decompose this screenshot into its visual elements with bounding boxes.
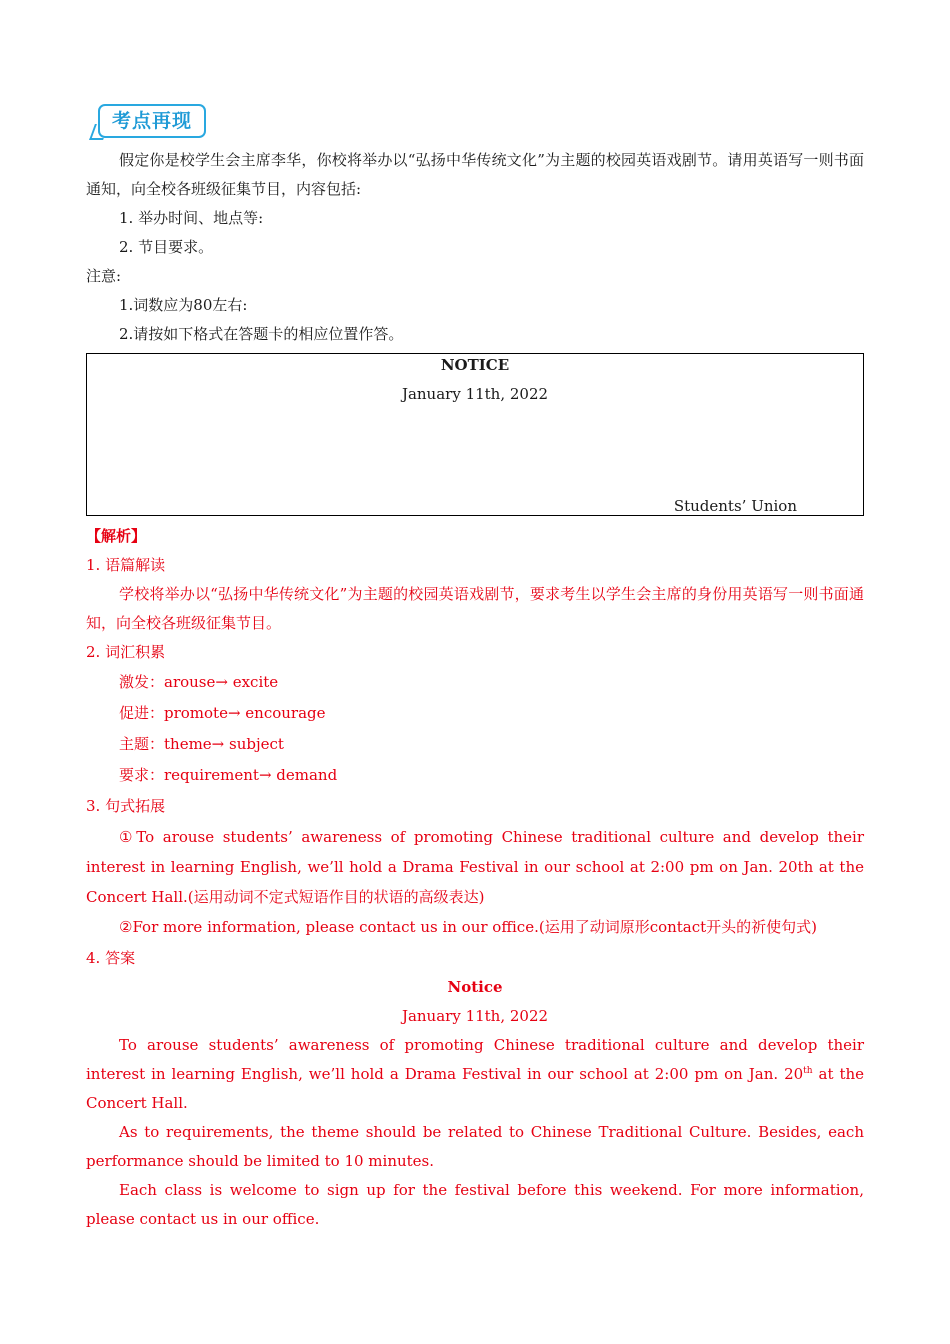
vocab-item: 促进：promote→ encourage — [119, 704, 326, 722]
vocab-item: 要求：requirement→ demand — [119, 766, 338, 784]
vocab-item: 激发：arouse→ excite — [119, 673, 279, 691]
answer-date: January 11th, 2022 — [401, 1007, 549, 1025]
task-point-1: 1. 举办时间、地点等: — [119, 209, 264, 227]
ordinal-suffix: th — [803, 1066, 813, 1076]
answer-paragraph-3: Each class is welcome to sign up for the festival before this weekend. For more information, please contact us in our office. — [86, 1181, 864, 1228]
sentence-2: ②For more information, please contact us in our office.(运用了动词原形contact开头的祈使句式) — [119, 918, 818, 936]
notice-date: January 11th, 2022 — [401, 385, 549, 403]
answer-paragraph-1 — [86, 1031, 864, 1118]
task-point-2: 2. 节目要求。 — [119, 238, 214, 256]
notice-signature: Students’ Union — [673, 497, 797, 515]
answer-paragraph-1-text: To arouse students’ awareness of promoting Chinese traditional culture and develop their interest in learning English, we’ll hold a Drama Festival in our school at 2:00 pm on Jan. 20 — [86, 1036, 864, 1083]
section-badge — [92, 102, 212, 142]
note-1: 1.词数应为80左右: — [119, 296, 248, 314]
answer-paragraph-1-end: at the Concert Hall. — [86, 1065, 865, 1112]
vocab-item: 主题：theme→ subject — [119, 735, 284, 753]
notice-answer-box — [86, 353, 864, 516]
section-2-title: 2. 词汇积累 — [86, 643, 166, 661]
note-label: 注意: — [86, 267, 122, 285]
sentence-1: ①To arouse students’ awareness of promoting Chinese traditional culture and develop their interest in learning English, we’ll hold a Drama Festival in our school at 2:00 pm on Jan. 20th at the Concert Hall.(运用动词不定式短语作目的状语的高级表达) — [86, 828, 864, 906]
document-page — [86, 102, 864, 1234]
section-4-title: 4. 答案 — [86, 949, 136, 967]
answer-title: Notice — [447, 978, 503, 996]
notice-title: NOTICE — [440, 356, 510, 374]
note-2: 2.请按如下格式在答题卡的相应位置作答。 — [119, 325, 404, 343]
section-1-text: 学校将举办以“弘扬中华传统文化”为主题的校园英语戏剧节，要求考生以学生会主席的身份用英语写一则书面通知，向全校各班级征集节目。 — [86, 585, 864, 632]
analysis-heading: 【解析】 — [86, 527, 147, 545]
badge-label: 考点再现 — [98, 104, 206, 138]
section-1-title: 1. 语篇解读 — [86, 556, 166, 574]
section-3-title: 3. 句式拓展 — [86, 797, 166, 815]
answer-paragraph-2: As to requirements, the theme should be related to Chinese Traditional Culture. Besides, each performance should be limited to 10 minutes. — [86, 1123, 864, 1170]
task-intro: 假定你是校学生会主席李华，你校将举办以“弘扬中华传统文化”为主题的校园英语戏剧节。请用英语写一则书面通知，向全校各班级征集节目，内容包括: — [86, 151, 864, 198]
